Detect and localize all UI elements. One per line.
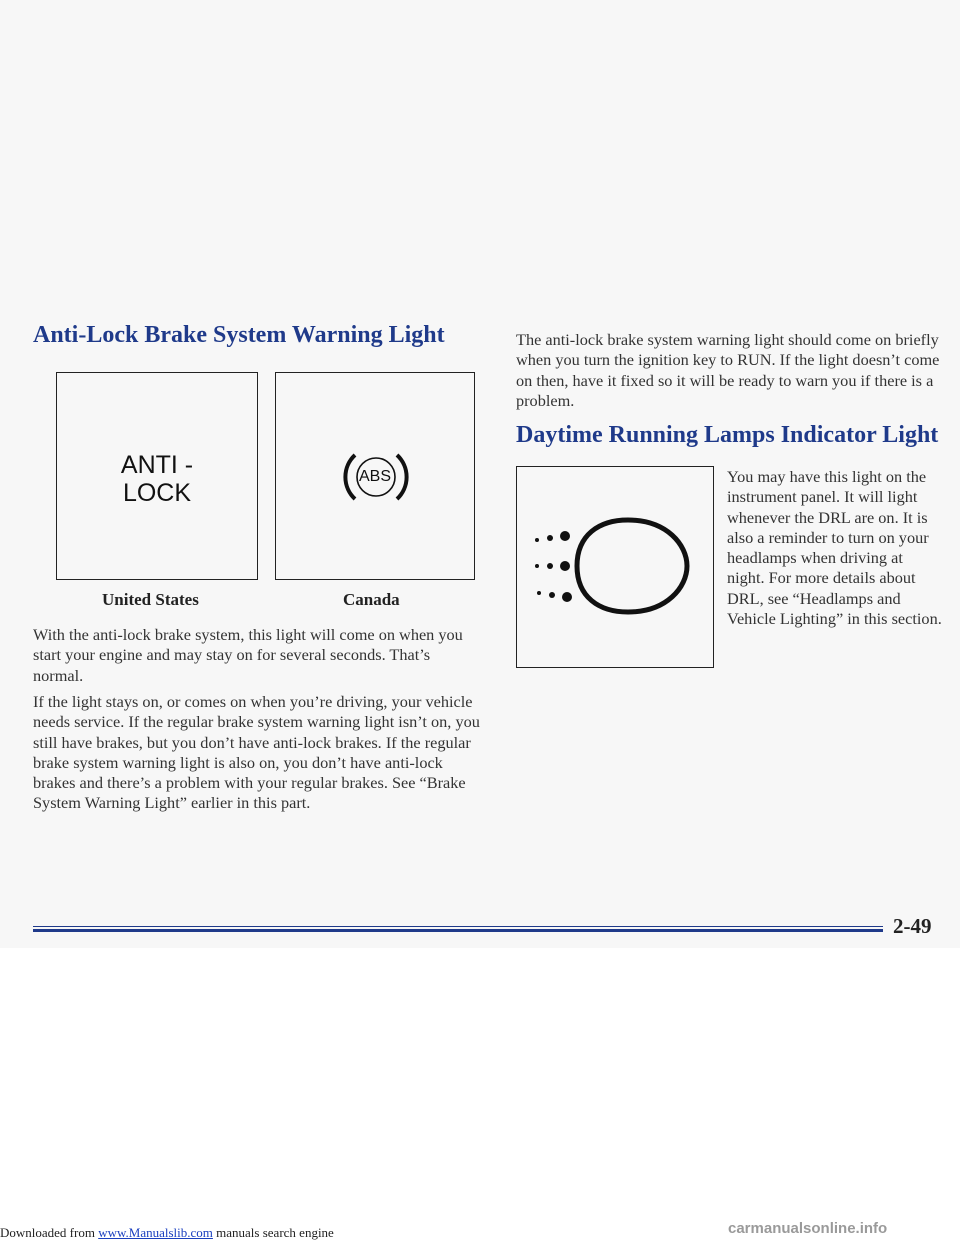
footer-suffix: manuals search engine (212, 1225, 334, 1240)
drl-indicator (516, 466, 714, 668)
paragraph-abs-startup: With the anti-lock brake system, this light will come on when you start your engine and may stay on for several seconds. That’s normal. (33, 625, 463, 685)
anti-lock-indicator-us (56, 372, 258, 580)
footer-rule-thin (33, 926, 883, 927)
anti-lock-symbol (57, 451, 257, 507)
caption-canada: Canada (343, 590, 400, 609)
abs-indicator-canada (275, 372, 475, 580)
paragraph-drl: You may have this light on the instrument panel. It will light whenever the DRL are on. It is also a reminder to turn on your headlamps when driving at night. For more details about DRL, see “Headlamps and Vehicle Lighting” in this section. (727, 467, 942, 629)
page-number: 2-49 (893, 914, 932, 938)
section-title-drl: Daytime Running Lamps Indicator Light (516, 422, 939, 448)
footer-prefix: Downloaded from (0, 1225, 99, 1240)
section-title-abs: Anti-Lock Brake System Warning Light (33, 322, 445, 348)
paragraph-abs-service: If the light stays on, or comes on when you’re driving, your vehicle needs service. If the regular brake system warning light isn’t on, you still have brakes, but you don’t have anti-lock brakes. If the regular brake system warning light is also on, you don’t have anti-lock brakes and there’s a problem with your regular brakes. See “Brake System Warning Light” earlier in this part. (33, 692, 480, 813)
caption-united-states: United States (102, 590, 199, 609)
drl-lamp-icon (517, 467, 713, 667)
watermark-logo: carmanualsonline.info (728, 1220, 888, 1237)
anti-lock-line2: LOCK (122, 479, 192, 507)
footer-rule-thick (33, 929, 883, 932)
abs-label: ABS (358, 468, 391, 485)
anti-lock-line1: ANTI - (120, 451, 194, 479)
download-footer (0, 1225, 334, 1241)
paragraph-abs-ignition: The anti-lock brake system warning light should come on briefly when you turn the ignition key to RUN. If the light doesn’t come on then, have it fixed so it will be ready to warn you if there is a problem. (516, 330, 940, 410)
manualslib-link[interactable]: www.Manualslib.com (98, 1225, 213, 1240)
